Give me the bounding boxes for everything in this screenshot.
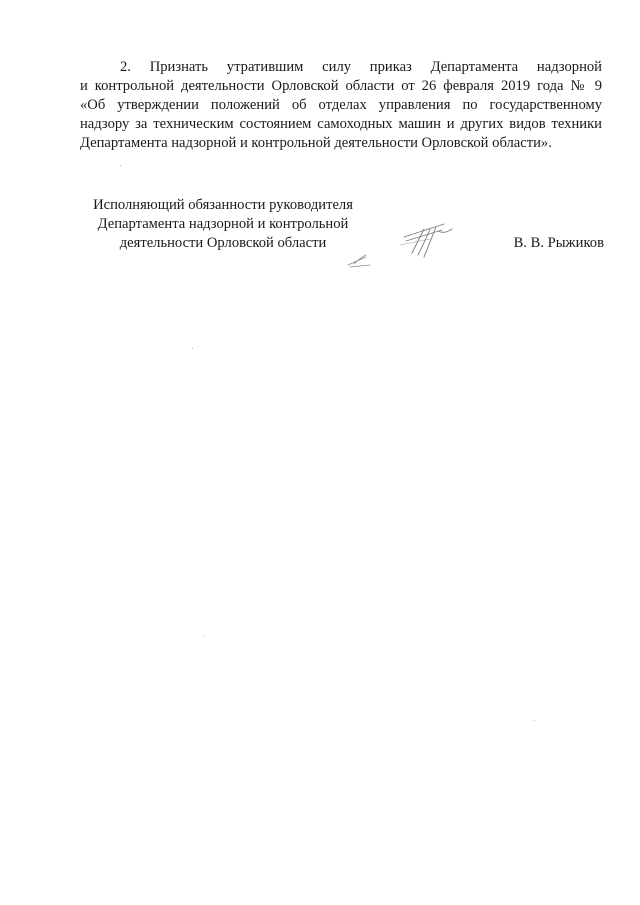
scan-speck bbox=[192, 348, 193, 349]
scan-speck bbox=[204, 635, 205, 636]
signer-position-line: деятельности Орловской области bbox=[119, 235, 327, 251]
paragraph-line: и контрольной деятельности Орловской области от 26 февраля 2019 года № 9 bbox=[80, 78, 602, 94]
scan-speck bbox=[120, 165, 121, 166]
paragraph-line: Департамента надзорной и контрольной деятельности Орловской области». bbox=[80, 135, 552, 151]
signer-position bbox=[78, 196, 368, 253]
paragraph-line: 2. Признать утратившим силу приказ Департамента надзорной bbox=[120, 59, 602, 75]
scan-speck bbox=[534, 720, 535, 721]
paragraph-line: надзору за техническим состоянием самоходных машин и других видов техники bbox=[80, 116, 602, 132]
signer-position-line: Департамента надзорной и контрольной bbox=[97, 216, 349, 232]
handwritten-signature bbox=[340, 215, 460, 270]
order-paragraph-2 bbox=[80, 58, 602, 153]
paragraph-line: «Об утверждении положений об отделах управления по государственному bbox=[80, 97, 602, 113]
signer-position-line: Исполняющий обязанности руководителя bbox=[93, 197, 353, 213]
signer-name: В. В. Рыжиков bbox=[513, 235, 604, 251]
